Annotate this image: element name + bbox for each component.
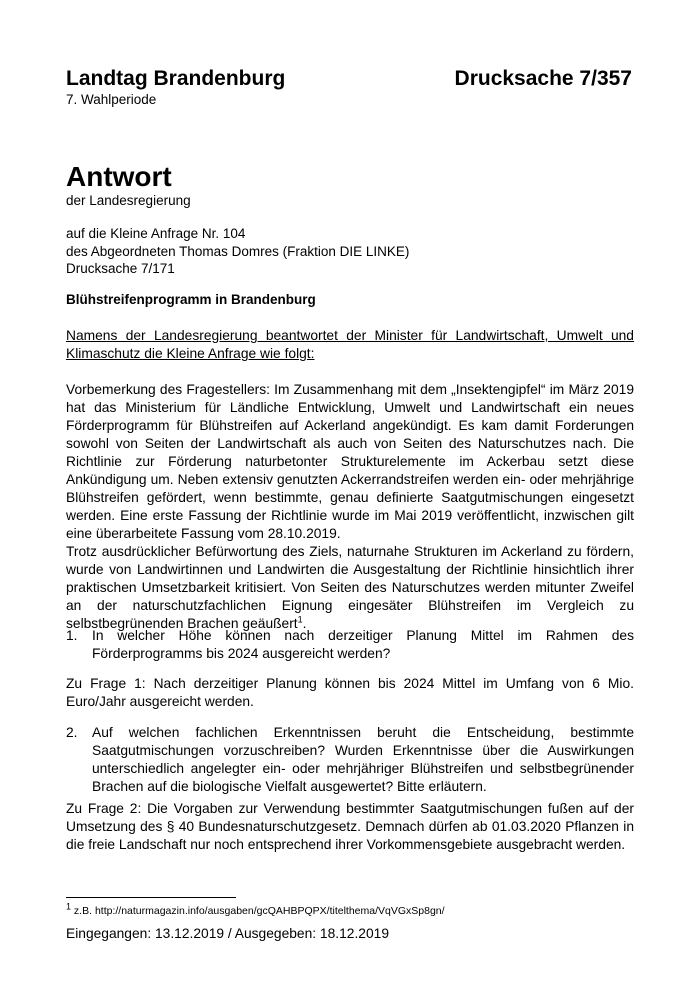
document-title: Antwort (66, 161, 172, 192)
document-number: Drucksache 7/357 (454, 67, 632, 90)
answer-1: Zu Frage 1: Nach derzeitiger Planung können bis 2024 Mittel im Umfang von 6 Mio. Euro/Jahr ausgereicht werden. (66, 676, 634, 709)
preliminary-end: . (302, 616, 307, 631)
question-2 (66, 724, 634, 796)
document-subject: Blühstreifenprogramm in Brandenburg (66, 292, 316, 307)
inquiry-line: auf die Kleine Anfrage Nr. 104 (66, 226, 246, 241)
footnote-link[interactable]: z.B. http://naturmagazin.info/ausgaben/gcQAHBPQPX/titelthema/VqVGxSp8gn/ (71, 905, 445, 917)
dates-footer: Eingegangen: 13.12.2019 / Ausgegeben: 18.12.2019 (66, 926, 389, 941)
preliminary-paragraph: Vorbemerkung des Fragestellers: Im Zusammenhang mit dem „Insektengipfel“ im März 2019 hat das Ministerium für Ländliche Entwicklung, Umwelt und Landwirtschaft ein neues Förderprogramm für Blühstreifen auf Ackerland angekündigt. Es kam damit Forderungen sowohl von Seiten der Landwirtschaft als auch von Seiten des Naturschutzes nach. Die Richtlinie zur Förderung naturbetonter Strukturelemente im Ackerbau setzt diese Ankündigung um. Neben extensiv genutzten Ackerrandstreifen werden ein- oder mehrjährige Blühstreifen gefördert, wenn bestimmte, genau definierte Saatgutmischungen eingesetzt werden. Eine erste Fassung der Richtlinie wurde im Mai 2019 veröffentlicht, inzwischen gilt eine überarbeitete Fassung vom 28.10.2019. (66, 382, 634, 541)
inquiry-reference (66, 225, 409, 278)
inquiry-line: des Abgeordneten Thomas Domres (Fraktion DIE LINKE) (66, 243, 410, 259)
question-1 (66, 627, 634, 663)
answer-2: Zu Frage 2: Die Vorgaben zur Verwendung bestimmter Saatgutmischungen fußen auf der Umsetzung des § 40 Bundesnaturschutzgesetz. Demnach dürfen ab 01.03.2020 Pflanzen in die freie Landschaft nur noch entsprechend ihrer Vorkommensgebiete ausgebracht werden. (66, 801, 634, 852)
footnote-divider (66, 897, 236, 898)
document-subtitle: der Landesregierung (66, 193, 191, 208)
inquiry-line: Drucksache 7/171 (66, 261, 175, 276)
question-text: In welcher Höhe können nach derzeitiger Planung Mittel im Rahmen des Förderprogramms bis 2024 ausgereicht werden? (92, 628, 634, 661)
footnote-marker: 1 (66, 901, 72, 912)
preliminary-paragraph-2 (66, 543, 634, 633)
question-number: 1. (66, 628, 78, 643)
footnote (66, 901, 445, 918)
question-text: Auf welchen fachlichen Erkenntnissen beruht die Entscheidung, bestimmte Saatgutmischungen vorzuschreiben? Wurden Erkenntnisse über die Auswirkungen unterschiedlich angelegter ein- oder mehrjähriger Blühstreifen und selbstbegrünender Brachen auf die biologische Vielfalt ausgewertet? Bitte erläutern. (92, 725, 634, 794)
intro-paragraph: Namens der Landesregierung beantwortet der Minister für Landwirtschaft, Umwelt und Klimaschutz die Kleine Anfrage wie folgt: (66, 328, 634, 361)
footnote-reference: 1 (297, 614, 303, 625)
preliminary-remark (66, 381, 634, 633)
legislative-period: 7. Wahlperiode (66, 92, 157, 107)
preliminary-paragraph-2-text: Trotz ausdrücklicher Befürwortung des Ziels, naturnahe Strukturen im Ackerland zu fördern, wurde von Landwirtinnen und Landwirten die Ausgestaltung der Richtlinie hinsichtlich ihrer praktischen Umsetzbarkeit kritisiert. Von Seiten des Naturschutzes werden mitunter Zweifel an der naturschutzfachlichen Eignung eingesäter Blühstreifen im Vergleich zu selbstbegrünenden Brachen geäußert (66, 544, 634, 631)
parliament-name: Landtag Brandenburg (66, 67, 286, 90)
question-number: 2. (66, 725, 78, 740)
